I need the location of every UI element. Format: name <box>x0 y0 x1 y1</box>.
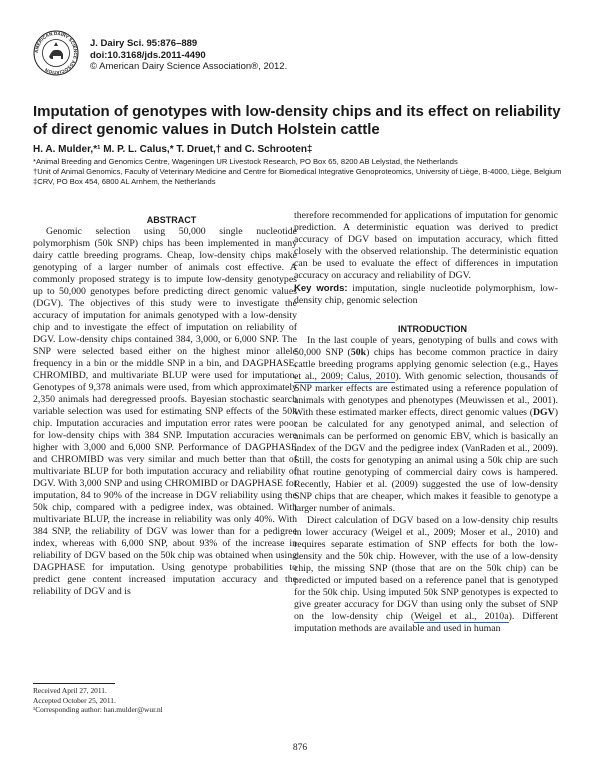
intro-paragraph-1: In the last couple of years, genotyping of bulls and cows with 50,000 SNP (50k) chips has become common practice in dairy cattle breeding programs applying genomic selection (e.g., Hayes et al., 2009; Calus, 2010). With genomic selection, thousands of SNP marker effects are estimated using a reference population of animals with genotypes and phenotypes (Meuwissen et al., 2001). With these estimated marker effects, direct genomic values (DGV) can be calculated for any genotyped animal, and selection of animals can be performed on genomic EBV, which is basically an index of the DGV and the pedigree index (VanRaden et al., 2009). Still, the costs for genotyping an animal using a 50k chip are such that routine genotyping of commercial dairy cows is hampered. Recently, Habier et al. (2009) suggested the use of low-density SNP chips that are cheaper, which makes it feasible to genotype a larger number of animals. <box>294 335 559 514</box>
journal-info <box>90 38 287 73</box>
keywords-label: Key words: <box>294 283 348 294</box>
right-column <box>294 210 558 635</box>
journal-citation: J. Dairy Sci. 95:876–889 <box>90 38 198 49</box>
intro-paragraph-2: Direct calculation of DGV based on a low-density chip results in lower accuracy (Weigel et al., 2009; Moser et al., 2010) and requires separate estimation of SNP effects for both the low-density and the 50k chip. However, with the use of a low-density chip, the missing SNP (those that are on the 50k chip) can be predicted or imputed based on a reference panel that is genotyped for the 50k chip. Using imputed 50k SNP genotypes is expected to give greater accuracy for DGV than using only the subset of SNP on the low-density chip (Weigel et al., 2010a). Different imputation methods are available and used in human <box>294 515 558 634</box>
journal-seal-logo <box>33 30 79 76</box>
seal-lettering: AMERICAN DAIRY SCIENCE ASSOCIATION <box>33 30 79 76</box>
abstract-heading: ABSTRACT <box>146 215 197 225</box>
journal-doi[interactable]: doi:10.3168/jds.2011-4490 <box>90 49 206 61</box>
affiliation-2: †Unit of Animal Genomics, Faculty of Veterinary Medicine and Centre for Biomedical Integrative Genoproteomics, University of Liège, B-4000, Liège, Belgium <box>33 167 562 176</box>
copyright-notice: © American Dairy Science Association®, 2012. <box>90 61 288 72</box>
author-list: H. A. Mulder,*¹ M. P. L. Calus,* T. Druet,† and C. Schrooten‡ <box>33 144 313 155</box>
introduction-heading: INTRODUCTION <box>398 324 467 334</box>
abstract-continuation: therefore recommended for applications of imputation for genomic prediction. A deterministic equation was derived to predict accuracy of DGV based on imputation accuracy, which fitted closely with the observed relationship. The deterministic equation can be used to evaluate the effect of differences in imputation accuracy on accuracy and reliability of DGV. <box>294 210 558 281</box>
keywords-text: imputation, single nucleotide polymorphism, low-density chip, genomic selection <box>294 283 558 306</box>
affiliations <box>33 157 578 187</box>
left-column <box>33 210 297 598</box>
corresponding-author: ¹Corresponding author: han.mulder@wur.nl <box>33 705 163 714</box>
page-number: 876 <box>292 743 308 753</box>
affiliation-1: *Animal Breeding and Genomics Centre, Wageningen UR Livestock Research, PO Box 65, 8200 AB Lelystad, the Netherlands <box>33 157 458 166</box>
abstract-text: Genomic selection using 50,000 single nucleotide polymorphism (50k SNP) chips has been implemented in many dairy cattle breeding programs. Cheap, low-density chips make genotyping of a larger number of animals cost effective. A commonly proposed strategy is to impute low-density genotypes up to 50,000 genotypes before predicting direct genomic values (DGV). The objectives of this study were to investigate the accuracy of imputation for animals genotyped with a low-density chip and to investigate the effect of imputation on reliability of DGV. Low-density chips contained 384, 3,000, or 6,000 SNP. The SNP were selected based either on the highest minor allele frequency in a bin or the middle SNP in a bin, and DAGPHASE, CHROMIBD, and multivariate BLUP were used for imputation. Genotypes of 9,378 animals were used, from which approximately 2,350 animals had deregressed proofs. Bayesian stochastic search variable selection was used for estimating SNP effects of the 50k chip. Imputation accuracies and imputation error rates were poor for low-density chips with 384 SNP. Imputation accuracies were higher with 3,000 and 6,000 SNP. Performance of DAGPHASE and CHROMIBD was very similar and much better than that of multivariate BLUP for both imputation accuracy and reliability of DGV. With 3,000 SNP and using CHROMIBD or DAGPHASE for imputation, 84 to 90% of the increase in DGV reliability using the 50k chip, compared with a pedigree index, was obtained. With multivariate BLUP, the increase in reliability was only 40%. With 384 SNP, the reliability of DGV was lower than for a pedigree index, whereas with 6,000 SNP, about 93% of the increase in reliability of DGV based on the 50k chip was obtained when using DAGPHASE for imputation. Using genotype probabilities to predict gene content increased imputation accuracy and the reliability of DGV and is <box>33 226 297 597</box>
affiliation-3: ‡CRV, PO Box 454, 6800 AL Arnhem, the Netherlands <box>33 177 216 186</box>
footnote-divider <box>33 683 115 684</box>
keywords <box>294 283 558 307</box>
citation-link-hayes-calus[interactable]: Hayes et al., 2009; Calus, 2010 <box>294 359 558 382</box>
accepted-date: Accepted October 25, 2011. <box>33 695 116 705</box>
received-date: Received April 27, 2011. <box>33 686 107 695</box>
article-title: Imputation of genotypes with low-density chips and its effect on reliability of direct genomic values in Dutch Holstein cattle <box>33 103 561 138</box>
footnotes <box>33 686 163 715</box>
citation-link-weigel[interactable]: Weigel et al., 2010a <box>414 611 509 622</box>
